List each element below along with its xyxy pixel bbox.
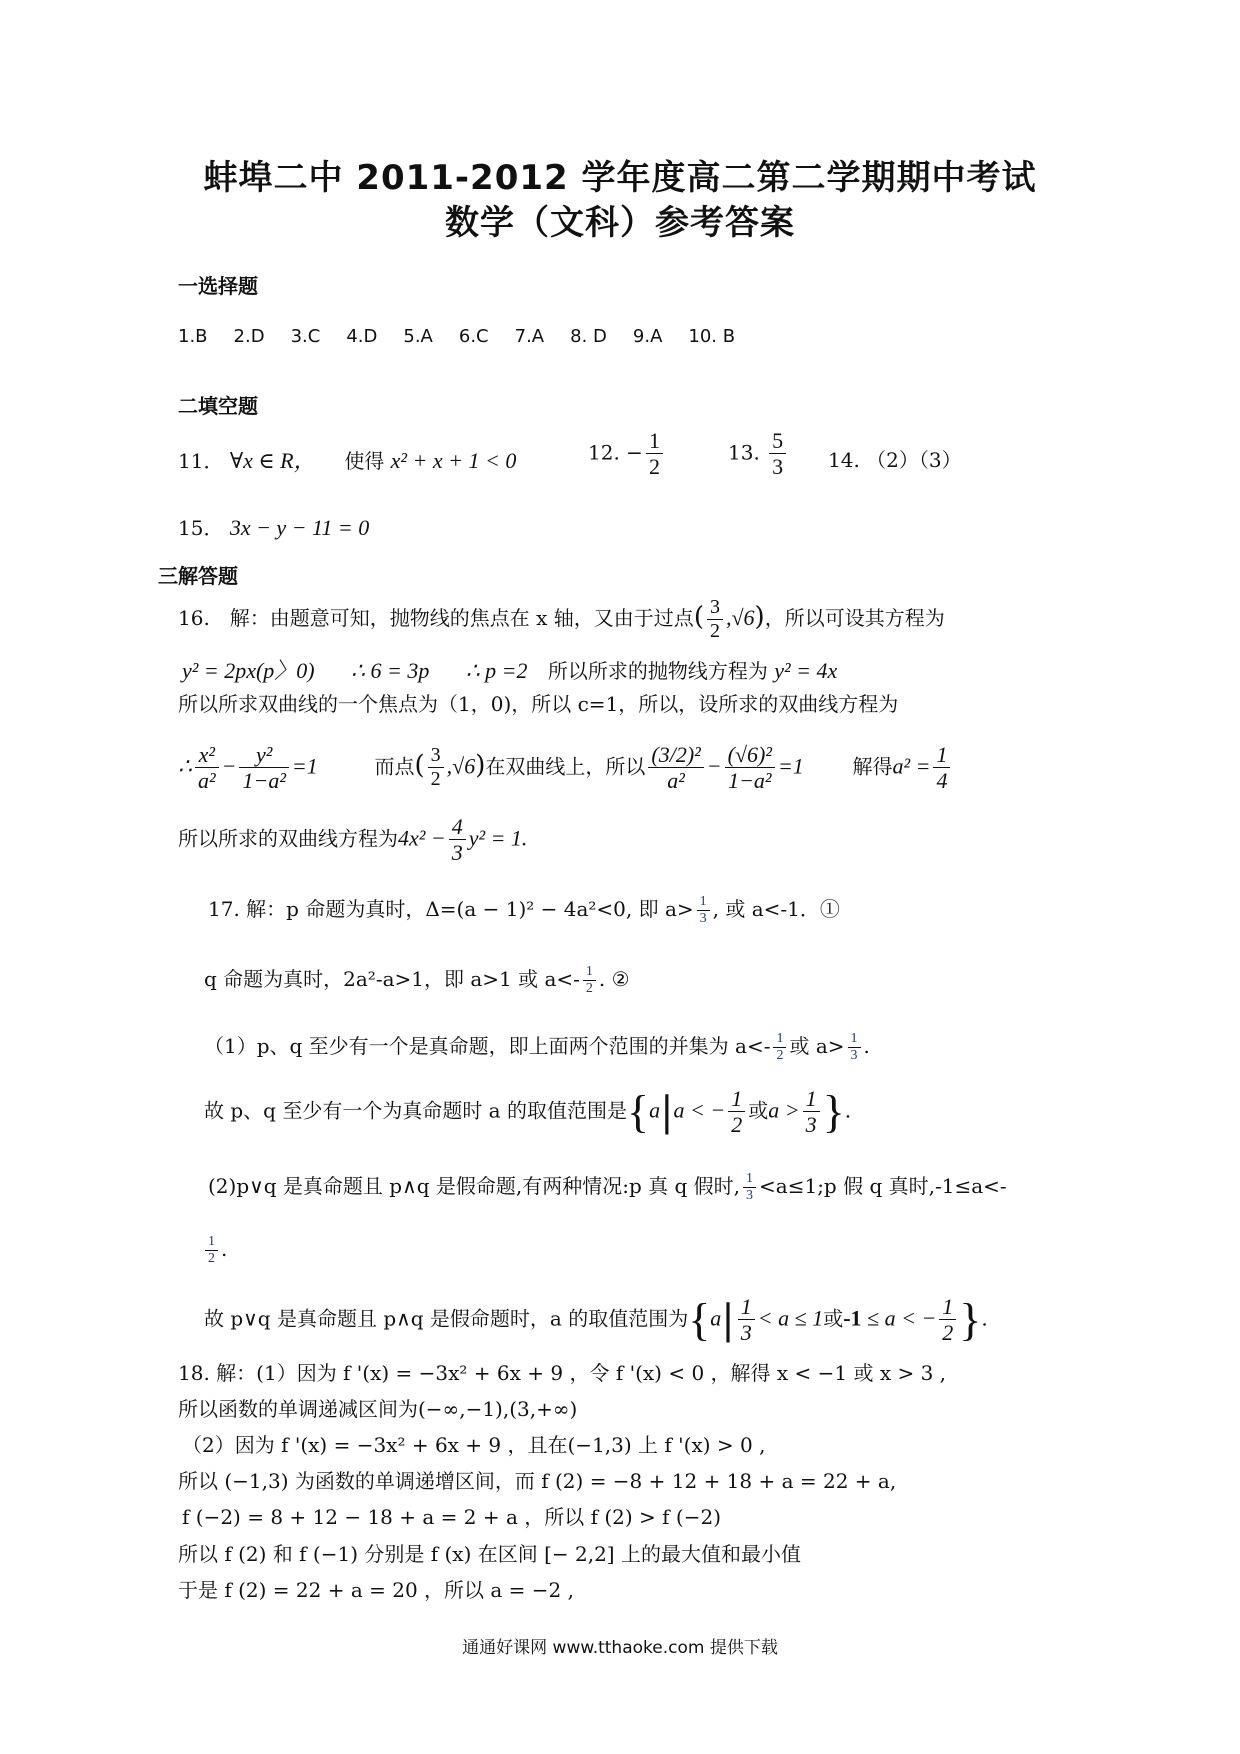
fill-q11: 11． ∀x ∈ R， 使得 x² + x + 1 < 0 bbox=[178, 448, 517, 473]
mc-answer: 8. D bbox=[570, 326, 607, 347]
q18-line6: 所以 f (2) 和 f (−1) 分别是 f (x) 在区间 [− 2,2] 上的最大值和最小值 bbox=[178, 1542, 801, 1566]
page-title: 蚌埠二中 2011-2012 学年度高二第二学期期中考试 bbox=[203, 158, 1037, 198]
q16-line2: y² = 2px(p〉0) ∴ 6 = 3p ∴ p =2 所以所求的抛物线方程为 y² = 4x bbox=[182, 658, 838, 683]
fill-q15: 15． 3x − y − 11 = 0 bbox=[178, 515, 370, 540]
q17-line3: （1）p、q 至少有一个是真命题，即上面两个范围的并集为 a<- $\frac{1}{2}$ 或 a> $\frac{1}{3}$ . bbox=[204, 1030, 870, 1063]
q16-line4: ∴ $\frac{\text{x²}}{\text{a²}}$ − $\frac{\text{y²}}{\text{1−a²}}$ =1 而点( $\frac{3}{2}$ ,√6)在双曲线上，所以 $\frac{\text{(3/2)²}}{\text{a²}}$ − $\frac{\text{(√6)²}}{\text{1−a²}}$ =1 解得a² = $\frac{1}{4}$ bbox=[178, 742, 953, 794]
mc-answer: 2.D bbox=[233, 326, 265, 347]
fill-q14: 14. （2）（3） bbox=[828, 448, 962, 472]
q18-line5: f (−2) = 8 + 12 − 18 + a = 2 + a ，所以 f (2) > f (−2) bbox=[182, 1505, 722, 1529]
mc-answer: 10. B bbox=[688, 326, 736, 347]
q18-line7: 于是 f (2) = 22 + a = 20 ，所以 a = −2 , bbox=[178, 1578, 574, 1602]
q18-line4: 所以 (−1,3) 为函数的单调递增区间，而 f (2) = −8 + 12 + 18 + a = 22 + a, bbox=[178, 1469, 897, 1493]
q18-line3: （2）因为 f '(x) = −3x² + 6x + 9 ，且在(−1,3) 上 f '(x) > 0 , bbox=[182, 1433, 766, 1457]
q17-line4: 故 p、q 至少有一个为真命题时 a 的取值范围是{a|a < − $\frac{1}{2}$ 或a > $\frac{1}{3}$ }. bbox=[204, 1085, 852, 1138]
q18-line1: 18. 解：(1）因为 f '(x) = −3x² + 6x + 9 ，令 f '(x) < 0 ，解得 x < −1 或 x > 3 , bbox=[178, 1361, 947, 1385]
page-footer: 通通好课网 www.tthaoke.com 提供下载 bbox=[462, 1638, 778, 1658]
fill-q13: 13. $\frac{5}{3}$ bbox=[728, 428, 789, 480]
mc-answer: 4.D bbox=[346, 326, 378, 347]
mc-answers-row bbox=[178, 326, 761, 347]
q16-line3: 所以所求双曲线的一个焦点为（1，0)，所以 c=1，所以，设所求的双曲线方程为 bbox=[178, 692, 899, 716]
page-subtitle: 数学（文科）参考答案 bbox=[445, 203, 795, 243]
q16-line5: 所以所求的双曲线方程为4x² − $\frac{4}{3}$ y² = 1. bbox=[178, 814, 528, 866]
mc-answer: 5.A bbox=[403, 326, 433, 347]
mc-answer: 1.B bbox=[178, 326, 208, 347]
q17-line7: 故 p∨q 是真命题且 p∧q 是假命题时，a 的取值范围为{a| $\frac{1}{3}$ < a ≤ 1或-1 ≤ a < − $\frac{1}{2}$ }. bbox=[204, 1293, 988, 1346]
q16-line1: 16. 解：由题意可知，抛物线的焦点在 x 轴，又由于过点( $\frac{3}{2}$ ,√6)，所以可设其方程为 bbox=[178, 596, 945, 642]
mc-answer: 9.A bbox=[632, 326, 663, 347]
q17-line2: q 命题为真时，2a²-a>1，即 a>1 或 a<- $\frac{1}{2}$ . ② bbox=[204, 963, 630, 996]
q17-line5: (2)p∨q 是真命题且 p∧q 是假命题,有两种情况:p 真 q 假时, $\frac{1}{3}$ <a≤1;p 假 q 真时,-1≤a<- bbox=[208, 1170, 1007, 1203]
q18-line2: 所以函数的单调递减区间为(−∞,−1),(3,+∞) bbox=[178, 1397, 578, 1421]
mc-answer: 7.A bbox=[514, 326, 545, 347]
q17-line1: 17. 解：p 命题为真时，Δ=(a − 1)² − 4a²<0, 即 a> $\frac{1}{3}$ , 或 a<-1．① bbox=[208, 893, 840, 926]
section-heading-solve: 三解答题 bbox=[158, 564, 238, 588]
section-heading-choice: 一选择题 bbox=[178, 274, 258, 298]
section-heading-fill: 二填空题 bbox=[178, 394, 258, 418]
fill-q12: 12. − $\frac{1}{2}$ bbox=[588, 428, 666, 480]
q17-line6: $\frac{1}{2}$ . bbox=[202, 1234, 227, 1267]
mc-answer: 3.C bbox=[290, 326, 321, 347]
mc-answer: 6.C bbox=[458, 326, 489, 347]
